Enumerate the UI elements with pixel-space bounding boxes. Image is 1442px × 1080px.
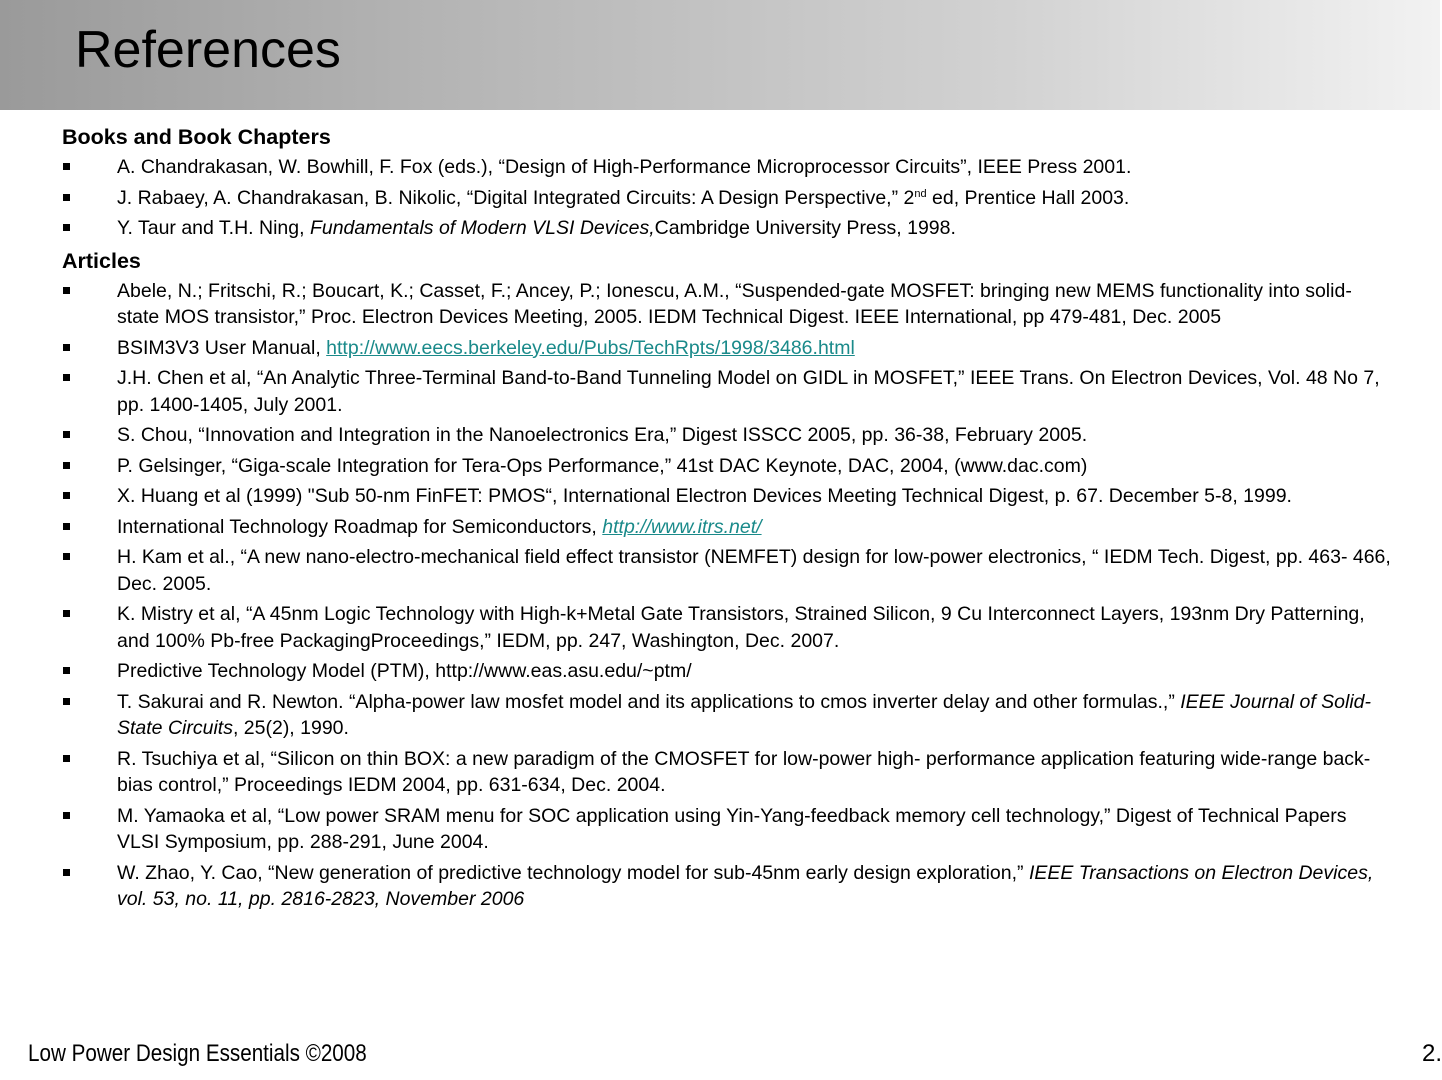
list-item	[62, 746, 1392, 799]
list-item	[62, 278, 1392, 331]
bullet-icon	[63, 755, 70, 762]
reference-text: R. Tsuchiya et al, “Silicon on thin BOX: a new paradigm of the CMOSFET for low-power high- performance application featuring wide-range back-bias control,” Proceedings IEDM 2004, pp. 631-634, Dec. 2004.	[117, 747, 1371, 796]
footer-copyright: Low Power Design Essentials ©2008	[28, 1040, 367, 1067]
reference-text: Predictive Technology Model (PTM), http://www.eas.asu.edu/~ptm/	[117, 660, 692, 682]
title-bar	[0, 0, 1440, 110]
books-list	[62, 154, 1392, 242]
itrs-link[interactable]: http://www.itrs.net/	[602, 515, 762, 538]
bullet-icon	[63, 431, 70, 438]
list-item	[62, 154, 1392, 181]
list-item	[62, 544, 1392, 597]
bullet-icon	[63, 224, 70, 231]
bullet-icon	[63, 812, 70, 819]
reference-text-tail: , 25(2), 1990.	[232, 717, 349, 739]
list-item	[62, 365, 1392, 418]
reference-text: W. Zhao, Y. Cao, “New generation of predictive technology model for sub-45nm early design exploration,”	[117, 861, 1029, 884]
ordinal-superscript: nd	[914, 187, 927, 200]
slide-number: 2.	[1422, 1040, 1442, 1067]
bullet-icon	[63, 374, 70, 381]
references-content	[62, 124, 1392, 917]
articles-list	[62, 278, 1392, 913]
reference-text: X. Huang et al (1999) "Sub 50-nm FinFET: PMOS“, International Electron Devices Meeting Technical Digest, p. 67. December 5-8, 1999.	[117, 485, 1292, 507]
list-item	[62, 215, 1392, 242]
reference-text: A. Chandrakasan, W. Bowhill, F. Fox (eds.), “Design of High-Performance Microprocessor Circuits”, IEEE Press 2001.	[117, 156, 1132, 178]
reference-text: Y. Taur and T.H. Ning,	[117, 217, 310, 239]
list-item	[62, 422, 1392, 449]
bullet-icon	[63, 492, 70, 499]
reference-text: J. Rabaey, A. Chandrakasan, B. Nikolic, “Digital Integrated Circuits: A Design Perspective,” 2	[117, 186, 915, 209]
bullet-icon	[63, 194, 70, 201]
list-item	[62, 483, 1392, 510]
reference-text: J.H. Chen et al, “An Analytic Three-Terminal Band-to-Band Tunneling Model on GIDL in MOSFET,” IEEE Trans. On Electron Devices, Vol. 48 No 7, pp. 1400-1405, July 2001.	[117, 367, 1380, 416]
bullet-icon	[63, 667, 70, 674]
reference-text: M. Yamaoka et al, “Low power SRAM menu for SOC application using Yin-Yang-feedback memory cell technology,” Digest of Technical Papers VLSI Symposium, pp. 288-291, June 2004.	[117, 804, 1347, 853]
reference-text: S. Chou, “Innovation and Integration in the Nanoelectronics Era,” Digest ISSCC 2005, pp. 36-38, February 2005.	[117, 424, 1088, 446]
bullet-icon	[63, 287, 70, 294]
list-item	[62, 453, 1392, 480]
bullet-icon	[63, 523, 70, 530]
list-item	[62, 514, 1392, 541]
bullet-icon	[63, 553, 70, 560]
list-item	[62, 335, 1392, 362]
list-item	[62, 860, 1392, 913]
reference-text: P. Gelsinger, “Giga-scale Integration for Tera-Ops Performance,” 41st DAC Keynote, DAC, 2004, (www.dac.com)	[117, 454, 1088, 477]
reference-text: Abele, N.; Fritschi, R.; Boucart, K.; Casset, F.; Ancey, P.; Ionescu, A.M., “Suspended-gate MOSFET: bringing new MEMS functionality into solid-state MOS transistor,” Proc. Electron Devices Meeting, 2005. IEDM Technical Digest. IEEE International, pp 479-481, Dec. 2005	[117, 279, 1352, 328]
reference-text-tail: ed, Prentice Hall 2003.	[926, 186, 1130, 209]
list-item	[62, 689, 1392, 742]
bullet-icon	[63, 462, 70, 469]
bsim-manual-link[interactable]: http://www.eecs.berkeley.edu/Pubs/TechRpts/1998/3486.html	[326, 336, 855, 359]
articles-heading: Articles	[62, 248, 141, 273]
reference-text: International Technology Roadmap for Semiconductors,	[117, 515, 603, 538]
reference-title-italic: IEEE Transactions on Electron Devices, vol. 53, no. 11, pp. 2816-2823, November 2006	[117, 861, 1374, 910]
slide-title: References	[75, 21, 341, 79]
books-heading: Books and Book Chapters	[62, 125, 331, 149]
bullet-icon	[63, 610, 70, 617]
reference-text: K. Mistry et al, “A 45nm Logic Technology with High-k+Metal Gate Transistors, Strained Silicon, 9 Cu Interconnect Layers, 193nm Dry Patterning, and 100% Pb-free PackagingProceedings,” IEDM, pp. 247, Washington, Dec. 2007.	[117, 603, 1365, 652]
bullet-icon	[63, 698, 70, 705]
reference-text-tail: Cambridge University Press, 1998.	[654, 217, 956, 239]
bullet-icon	[63, 344, 70, 351]
reference-text: H. Kam et al., “A new nano-electro-mechanical field effect transistor (NEMFET) design for low-power electronics, “ IEDM Tech. Digest, pp. 463- 466, Dec. 2005.	[117, 546, 1391, 595]
list-item	[62, 601, 1392, 654]
reference-text: BSIM3V3 User Manual,	[117, 336, 327, 359]
reference-title-italic: IEEE Journal of Solid-State Circuits	[117, 690, 1372, 739]
bullet-icon	[63, 869, 70, 876]
reference-title-italic: Fundamentals of Modern VLSI Devices,	[309, 217, 655, 239]
bullet-icon	[63, 163, 70, 170]
list-item	[62, 658, 1392, 685]
list-item	[62, 803, 1392, 856]
reference-text: T. Sakurai and R. Newton. “Alpha-power law mosfet model and its applications to cmos inverter delay and other formulas.,”	[117, 690, 1181, 713]
list-item	[62, 185, 1392, 212]
